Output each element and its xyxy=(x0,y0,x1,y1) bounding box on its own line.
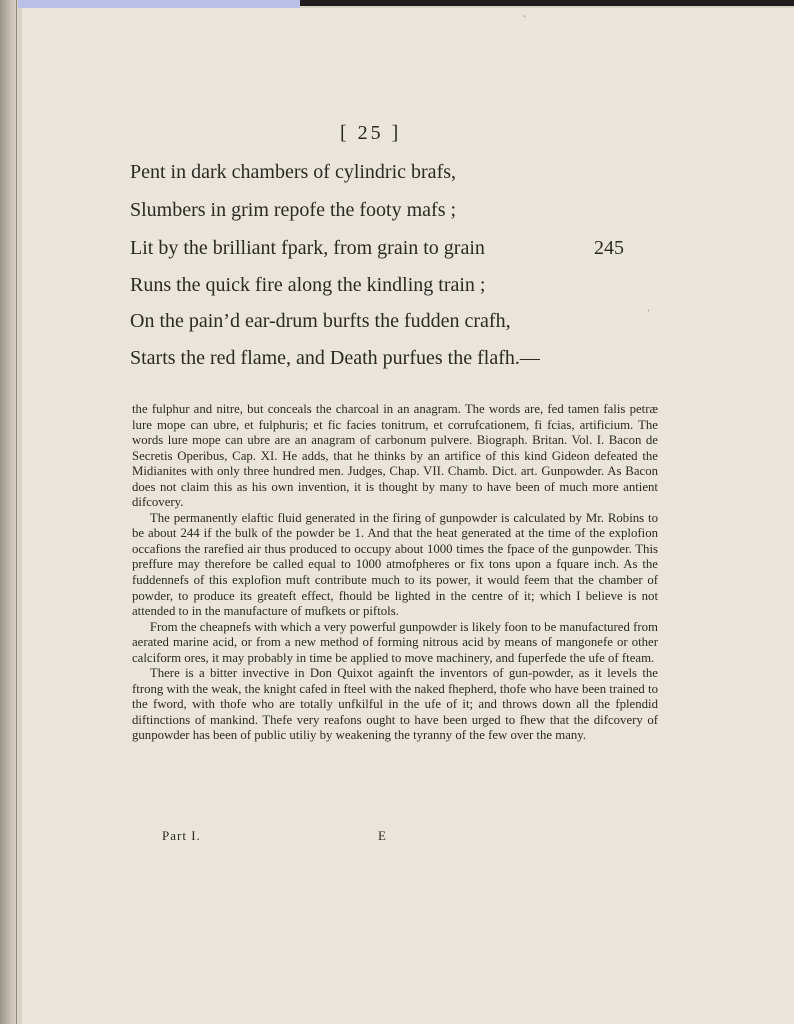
verse-line: Slumbers in grim repofe the footy mafs ; xyxy=(130,199,457,221)
book-page xyxy=(22,8,794,1024)
part-label: Part I. xyxy=(162,828,201,843)
verse-line: Runs the quick fire along the kindling train ; xyxy=(130,274,486,296)
line-number: 245 xyxy=(594,237,624,259)
spine-edge-line xyxy=(16,0,17,1024)
footnotes xyxy=(132,402,658,744)
stray-mark: ˈ xyxy=(646,308,651,323)
verse-line: Pent in dark chambers of cylindric brafs, xyxy=(130,161,457,183)
stray-mark: ˋ xyxy=(522,14,527,29)
scan-edge-top-right xyxy=(300,0,794,6)
signature-mark: E xyxy=(378,828,386,843)
note-paragraph: the fulphur and nitre, but conceals the charcoal in an anagram. The words are, fed tamen falis petræ lure mope can ubre, et fulphuris; et fic facies tonitrum, et corrufcationem, fi fcias, artificium. The words lure mope can ubre are an anagram of carbonum pulvere. Biograph. Britan. Vol. I. Bacon de Secretis Operibus, Cap. XI. He adds, that he thinks by an artifice of this kind Gideon defeated the Midianites with only three hundred men. Judges, Chap. VII. Chamb. Dict. art. Gunpowder. As Bacon does not claim this as his own invention, it is thought by many to have been of much more antient difcovery. xyxy=(132,402,658,510)
verse-line: Lit by the brilliant fpark, from grain to grain xyxy=(130,237,485,259)
verse-line: On the pain’d ear-drum burfts the fudden crafh, xyxy=(130,310,511,332)
note-paragraph: From the cheapnefs with which a very powerful gunpowder is likely foon to be manufactured from aerated marine acid, or from a new method of forming nitrous acid by means of mangonefe or other calciform ores, it may probably in time be applied to move machinery, and fuperfede the ufe of fteam. xyxy=(132,619,658,665)
verse-line: Starts the red flame, and Death purfues the flafh.— xyxy=(130,347,540,369)
page-number: [ 25 ] xyxy=(340,122,402,144)
note-paragraph: The permanently elaftic fluid generated in the firing of gunpowder is calculated by Mr. Robins to be about 244 if the bulk of the powder be 1. And that the heat generated at the time of the explofion occafions the rarefied air thus produced to occupy about 1000 times the fpace of the gunpowder. This preffure may therefore be called equal to 1000 atmofpheres or fix tons upon a fquare inch. As the fuddennefs of this explofion muft contribute much to its power, it would feem that the chamber of powder, to produce its greateft effect, fhould be lighted in the centre of it; which I believe is not attended to in the manufacture of mufkets or piftols. xyxy=(132,510,658,619)
scan-edge-top-left xyxy=(0,0,300,8)
note-paragraph: There is a bitter invective in Don Quixot againft the inventors of gun-powder, as it levels the ftrong with the weak, the knight cafed in fteel with the naked fhepherd, thofe who have been trained to the fword, with thofe who are totally unfkilful in the ufe of it; and throws down all the fplendid diftinctions of mankind. Thefe very reafons ought to have been urged to fhew that the difcovery of gunpowder has been of public utiliy by weakening the tyranny of the few over the many. xyxy=(132,666,658,743)
